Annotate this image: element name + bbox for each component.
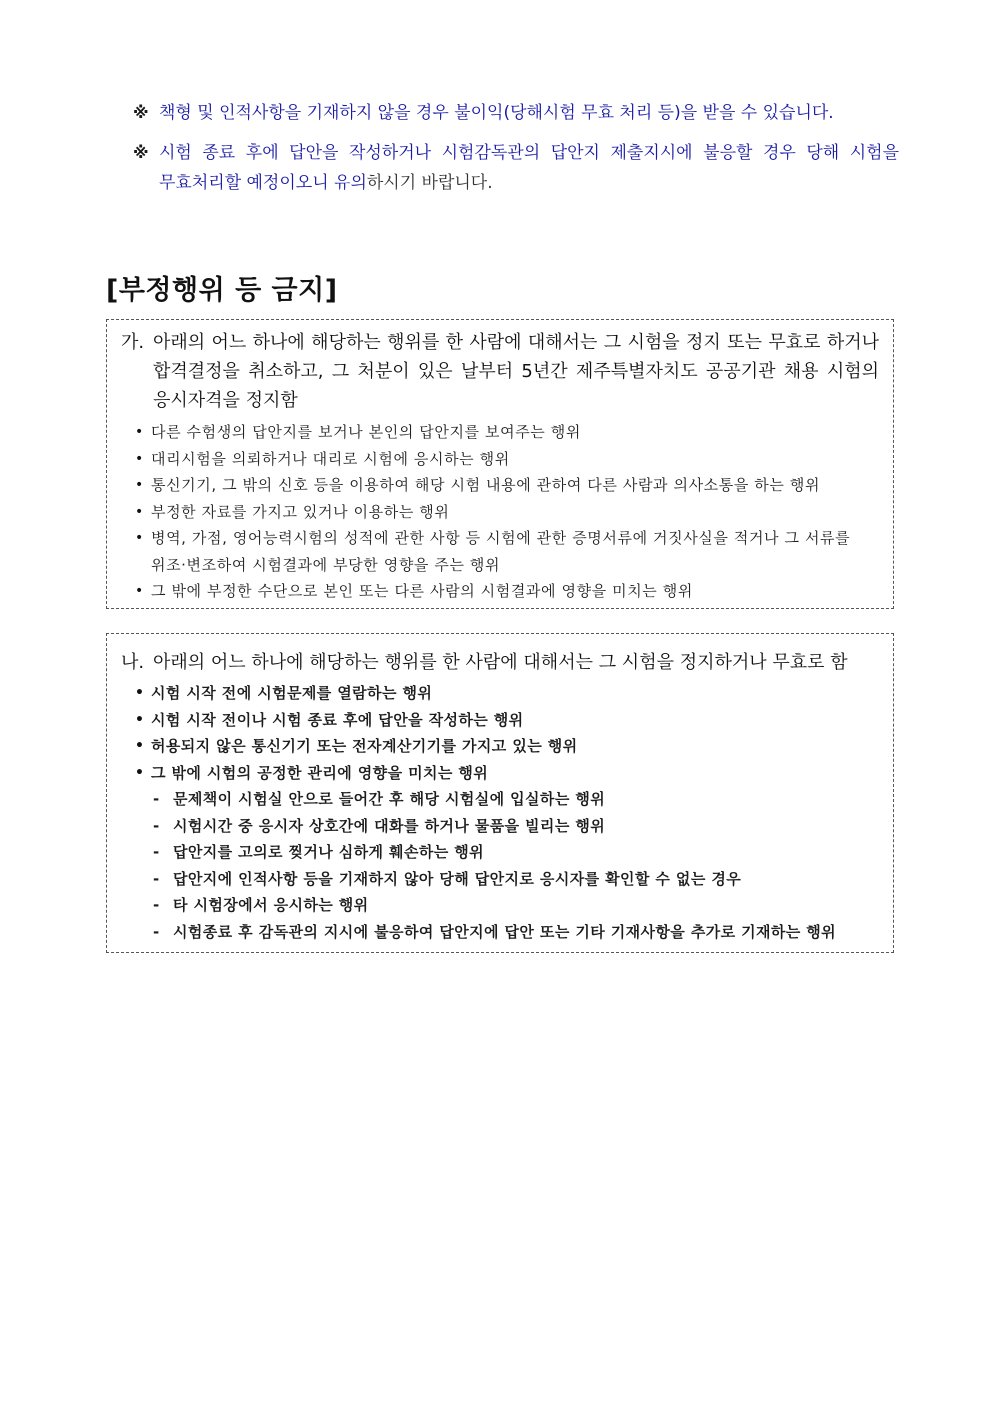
box-b-label: 나. — [121, 652, 145, 673]
notice-item — [133, 138, 899, 198]
bullet-icon: • — [135, 711, 145, 728]
dash-icon: - — [153, 922, 160, 941]
list-item-text: 그 밖에 부정한 수단으로 본인 또는 다른 사람의 시험결과에 영향을 미치는 행위 — [151, 582, 693, 600]
notice-list — [133, 98, 899, 208]
list-item — [135, 707, 879, 734]
sub-list-item — [153, 866, 879, 893]
bullet-icon: • — [135, 530, 144, 546]
list-item-text: 대리시험을 의뢰하거나 대리로 시험에 응시하는 행위 — [151, 449, 510, 468]
list-item-text: 다른 수험생의 답안지를 보거나 본인의 답안지를 보여주는 행위 — [151, 423, 581, 441]
prohibition-box-a — [106, 319, 894, 609]
box-a-intro-text: 아래의 어느 하나에 해당하는 행위를 한 사람에 대해서는 그 시험을 정지 또는 무효로 하거나 합격결정을 취소하고, 그 처분이 있은 날부터 5년간 제주특별자치도 공공기관 채용 시험의 응시자격을 정지함 — [153, 332, 879, 411]
box-b-intro-text: 아래의 어느 하나에 해당하는 행위를 한 사람에 대해서는 그 시험을 정지하거나 무효로 함 — [153, 652, 848, 673]
bullet-icon: • — [135, 583, 144, 599]
sub-list-item — [153, 919, 879, 946]
notice-text-emphasis: 시험 종료 후에 답안을 작성하거나 시험감독관의 답안지 제출지시에 불응할 경우 당해 시험을 무효처리할 예정이오니 유의 — [159, 143, 899, 193]
sub-list-item-text: 시험시간 중 응시자 상호간에 대화를 하거나 물품을 빌리는 행위 — [173, 816, 606, 835]
section-title: [부정행위 등 금지] — [106, 275, 338, 306]
list-item — [135, 419, 879, 446]
bullet-icon: • — [135, 764, 145, 781]
box-b-intro — [121, 648, 879, 677]
sub-list-item — [153, 786, 879, 813]
dash-icon: - — [153, 816, 160, 835]
dash-icon: - — [153, 896, 160, 914]
box-b-sub-list — [121, 786, 879, 945]
list-item — [135, 446, 879, 473]
list-item-text: 시험 시작 전이나 시험 종료 후에 답안을 작성하는 행위 — [151, 710, 524, 729]
dash-icon: - — [153, 790, 160, 808]
list-item — [135, 499, 879, 526]
notice-text-tail: 하시기 바랍니다. — [366, 173, 493, 193]
list-item — [135, 680, 879, 707]
list-item — [135, 472, 879, 499]
reference-mark-icon: ※ — [133, 103, 149, 122]
list-item — [135, 525, 879, 578]
list-item — [135, 578, 879, 605]
reference-mark-icon: ※ — [133, 143, 149, 162]
list-item-text: 그 밖에 시험의 공정한 관리에 영향을 미치는 행위 — [151, 763, 489, 782]
bullet-icon: • — [135, 685, 145, 701]
sub-list-item-text: 타 시험장에서 응시하는 행위 — [173, 896, 369, 914]
list-item-text: 통신기기, 그 밖의 신호 등을 이용하여 해당 시험 내용에 관하여 다른 사람과 의사소통을 하는 행위 — [151, 476, 821, 494]
box-a-intro — [121, 328, 879, 415]
box-a-bullet-list — [121, 419, 879, 605]
bullet-icon: • — [135, 477, 144, 493]
sub-list-item — [153, 839, 879, 866]
list-item-text: 병역, 가점, 영어능력시험의 성적에 관한 사항 등 시험에 관한 증명서류에 거짓사실을 적거나 그 서류를 위조·변조하여 시험결과에 부당한 영향을 주는 행위 — [151, 529, 851, 574]
list-item-text: 허용되지 않은 통신기기 또는 전자계산기기를 가지고 있는 행위 — [151, 737, 578, 755]
bullet-icon: • — [135, 450, 144, 467]
sub-list-item — [153, 892, 879, 919]
sub-list-item-text: 시험종료 후 감독관의 지시에 불응하여 답안지에 답안 또는 기타 기재사항을 추가로 기재하는 행위 — [173, 922, 837, 941]
notice-text: 책형 및 인적사항을 기재하지 않을 경우 불이익(당해시험 무효 처리 등)을 받을 수 있습니다. — [159, 103, 834, 123]
bullet-icon: • — [135, 424, 144, 440]
bullet-icon: • — [135, 503, 144, 520]
list-item — [135, 760, 879, 787]
sub-list-item-text: 답안지를 고의로 찢거나 심하게 훼손하는 행위 — [173, 843, 485, 861]
notice-text — [159, 138, 899, 198]
dash-icon: - — [153, 869, 160, 888]
list-item-text: 시험 시작 전에 시험문제를 열람하는 행위 — [151, 684, 433, 702]
sub-list-item-text: 문제책이 시험실 안으로 들어간 후 해당 시험실에 입실하는 행위 — [173, 790, 606, 808]
box-b-bullet-list — [121, 680, 879, 786]
dash-icon: - — [153, 843, 160, 861]
notice-item — [133, 98, 899, 128]
list-item — [135, 733, 879, 760]
box-a-label: 가. — [121, 332, 145, 353]
list-item-text: 부정한 자료를 가지고 있거나 이용하는 행위 — [151, 502, 450, 521]
bullet-icon: • — [135, 738, 145, 754]
sub-list-item — [153, 813, 879, 840]
prohibition-box-b — [106, 633, 894, 953]
sub-list-item-text: 답안지에 인적사항 등을 기재하지 않아 당해 답안지로 응시자를 확인할 수 없는 경우 — [173, 869, 742, 888]
